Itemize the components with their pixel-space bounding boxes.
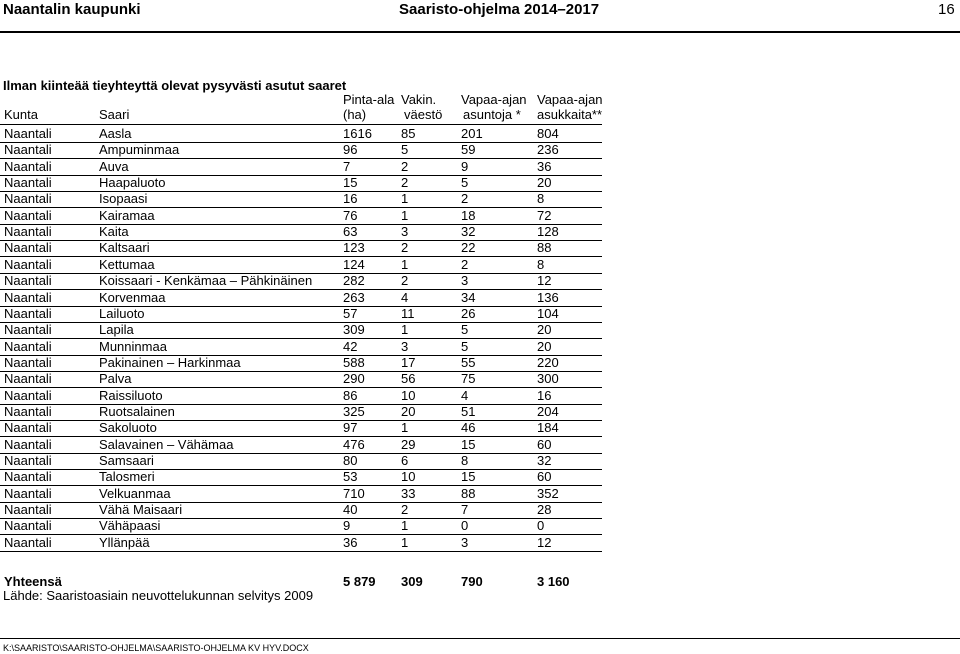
table-row	[0, 404, 960, 420]
cell-pinta-ala: 40	[343, 502, 358, 518]
col-pinta-ala-line2: (ha)	[343, 107, 367, 122]
cell-saari: Haapaluoto	[99, 175, 166, 191]
cell-vakin: 1	[401, 207, 409, 223]
cell-kunta: Naantali	[4, 518, 52, 534]
cell-vakin: 10	[401, 469, 416, 485]
cell-saari: Auva	[99, 158, 129, 174]
cell-vakin: 2	[401, 240, 409, 256]
col-vap-asuntoja-line2: asuntoja *	[463, 107, 521, 122]
table-row	[0, 486, 960, 502]
cell-vap-asuntoja: 201	[461, 126, 483, 141]
cell-vap-asuntoja: 55	[461, 354, 476, 370]
cell-kunta: Naantali	[4, 453, 52, 468]
cell-vap-asukkaita: 12	[537, 273, 552, 289]
cell-vap-asukkaita: 72	[537, 207, 552, 223]
cell-vap-asuntoja: 9	[461, 158, 469, 174]
cell-pinta-ala: 123	[343, 240, 365, 256]
footer-divider	[0, 638, 960, 639]
cell-vakin: 3	[401, 224, 409, 240]
cell-vap-asukkaita: 204	[537, 403, 559, 419]
cell-kunta: Naantali	[4, 224, 52, 240]
cell-saari: Ruotsalainen	[99, 403, 175, 419]
cell-pinta-ala: 9	[343, 518, 351, 534]
cell-saari: Aasla	[99, 126, 132, 141]
col-vap-asukkaita-line2: asukkaita**	[537, 107, 603, 122]
col-pinta-ala-line1: Pinta-ala	[343, 92, 395, 107]
cell-pinta-ala: 86	[343, 387, 358, 403]
cell-vakin: 5	[401, 142, 409, 158]
cell-vap-asuntoja: 2	[461, 191, 469, 207]
table-row	[0, 535, 960, 551]
table-row	[0, 175, 960, 191]
cell-vakin: 6	[401, 453, 409, 468]
cell-vap-asuntoja: 0	[461, 518, 469, 534]
cell-vap-asuntoja: 5	[461, 338, 469, 354]
cell-pinta-ala: 57	[343, 305, 358, 321]
header-document-title: Saaristo-ohjelma 2014–2017	[399, 1, 600, 18]
cell-vap-asukkaita: 32	[537, 453, 552, 468]
cell-vap-asuntoja: 88	[461, 485, 476, 501]
cell-vap-asuntoja: 15	[461, 469, 476, 485]
cell-vakin: 1	[401, 256, 409, 272]
cell-saari: Ampuminmaa	[99, 142, 180, 158]
cell-vakin: 1	[401, 322, 409, 338]
table-row	[0, 142, 960, 158]
cell-kunta: Naantali	[4, 371, 52, 387]
cell-saari: Munninmaa	[99, 338, 167, 354]
table-row	[0, 191, 960, 207]
table-row	[0, 290, 960, 306]
totals-vap-asukkaita: 3 160	[537, 574, 570, 589]
source-note: Lähde: Saaristoasiain neuvottelukunnan selvitys 2009	[3, 588, 314, 603]
cell-saari: Koissaari - Kenkämaa – Pähkinäinen	[99, 273, 313, 289]
cell-pinta-ala: 7	[343, 158, 351, 174]
cell-vakin: 11	[401, 305, 415, 321]
table-row	[0, 355, 960, 371]
cell-pinta-ala: 63	[343, 224, 358, 240]
totals-pinta-ala: 5 879	[343, 574, 376, 589]
header-rule	[0, 124, 602, 125]
cell-vap-asukkaita: 220	[537, 354, 559, 370]
cell-kunta: Naantali	[4, 142, 52, 158]
cell-vap-asuntoja: 46	[461, 420, 476, 436]
cell-pinta-ala: 42	[343, 338, 358, 354]
cell-vap-asuntoja: 3	[461, 273, 469, 289]
table-row	[0, 126, 960, 142]
cell-vap-asuntoja: 59	[461, 142, 476, 158]
page-header	[0, 0, 960, 34]
cell-saari: Pakinainen – Harkinmaa	[99, 354, 241, 370]
cell-saari: Sakoluoto	[99, 420, 157, 436]
cell-pinta-ala: 16	[343, 191, 358, 207]
table-row	[0, 273, 960, 289]
cell-vap-asukkaita: 8	[537, 191, 545, 207]
cell-vap-asukkaita: 88	[537, 240, 552, 256]
cell-pinta-ala: 76	[343, 207, 358, 223]
cell-vap-asukkaita: 60	[537, 469, 552, 485]
cell-pinta-ala: 15	[343, 175, 358, 191]
table-row	[0, 502, 960, 518]
cell-kunta: Naantali	[4, 207, 52, 223]
cell-kunta: Naantali	[4, 420, 52, 436]
table-row	[0, 240, 960, 256]
cell-vap-asuntoja: 15	[461, 436, 476, 452]
cell-saari: Lapila	[99, 322, 134, 338]
cell-saari: Kaita	[99, 224, 129, 240]
table-row	[0, 159, 960, 175]
cell-pinta-ala: 97	[343, 420, 358, 436]
cell-saari: Vähäpaasi	[99, 518, 161, 534]
cell-vakin: 3	[401, 338, 409, 354]
cell-vakin: 1	[401, 420, 409, 436]
cell-vap-asukkaita: 300	[537, 371, 559, 387]
table-row	[0, 322, 960, 338]
cell-saari: Salavainen – Vähämaa	[99, 436, 234, 452]
cell-saari: Kaltsaari	[99, 240, 150, 256]
cell-vakin: 10	[401, 387, 416, 403]
cell-vap-asuntoja: 26	[461, 305, 476, 321]
cell-pinta-ala: 53	[343, 469, 358, 485]
cell-pinta-ala: 1616	[343, 126, 372, 141]
cell-kunta: Naantali	[4, 403, 52, 419]
table-row	[0, 518, 960, 534]
cell-saari: Korvenmaa	[99, 289, 166, 305]
cell-pinta-ala: 96	[343, 142, 358, 158]
cell-kunta: Naantali	[4, 354, 52, 370]
cell-vap-asuntoja: 32	[461, 224, 476, 240]
cell-vap-asukkaita: 804	[537, 126, 559, 141]
cell-kunta: Naantali	[4, 305, 52, 321]
header-divider	[0, 31, 960, 33]
cell-vakin: 29	[401, 436, 416, 452]
cell-pinta-ala: 476	[343, 436, 365, 452]
cell-saari: Talosmeri	[99, 469, 155, 485]
cell-vap-asukkaita: 0	[537, 518, 545, 534]
cell-kunta: Naantali	[4, 158, 52, 174]
cell-vap-asuntoja: 34	[461, 289, 476, 305]
cell-vakin: 1	[401, 518, 409, 534]
header-organization: Naantalin kaupunki	[3, 1, 141, 18]
table-row	[0, 388, 960, 404]
cell-pinta-ala: 124	[343, 256, 365, 272]
cell-saari: Isopaasi	[99, 191, 148, 207]
cell-saari: Raissiluoto	[99, 387, 163, 403]
cell-saari: Vähä Maisaari	[99, 502, 183, 518]
cell-kunta: Naantali	[4, 191, 52, 207]
cell-kunta: Naantali	[4, 256, 52, 272]
cell-vap-asukkaita: 20	[537, 338, 552, 354]
cell-saari: Kettumaa	[99, 256, 155, 272]
cell-vakin: 56	[401, 371, 416, 387]
cell-vap-asuntoja: 8	[461, 453, 469, 468]
footer-file-path: K:\SAARISTO\SAARISTO-OHJELMA\SAARISTO-OHJELMA KV HYV.DOCX	[3, 643, 309, 653]
cell-vap-asukkaita: 36	[537, 158, 552, 174]
table-row	[0, 420, 960, 436]
table-row	[0, 339, 960, 355]
col-vakin-line2: väestö	[404, 107, 443, 122]
cell-vap-asukkaita: 12	[537, 534, 552, 550]
cell-kunta: Naantali	[4, 289, 52, 305]
cell-vakin: 85	[401, 126, 416, 141]
cell-vakin: 2	[401, 273, 409, 289]
col-vap-asuntoja-line1: Vapaa-ajan	[461, 92, 527, 107]
cell-vap-asukkaita: 20	[537, 175, 552, 191]
totals-vakin: 309	[401, 574, 423, 589]
cell-vakin: 2	[401, 502, 409, 518]
cell-vap-asuntoja: 51	[461, 403, 476, 419]
cell-vap-asukkaita: 8	[537, 256, 545, 272]
cell-vap-asuntoja: 2	[461, 256, 469, 272]
cell-saari: Velkuanmaa	[99, 485, 171, 501]
table-row	[0, 371, 960, 387]
cell-vakin: 33	[401, 485, 416, 501]
cell-pinta-ala: 309	[343, 322, 365, 338]
cell-kunta: Naantali	[4, 338, 52, 354]
cell-vap-asukkaita: 16	[537, 387, 552, 403]
table-row	[0, 257, 960, 273]
cell-pinta-ala: 263	[343, 289, 365, 305]
cell-pinta-ala: 36	[343, 534, 358, 550]
cell-saari: Lailuoto	[99, 305, 145, 321]
cell-saari: Yllänpää	[99, 534, 150, 550]
cell-vap-asuntoja: 3	[461, 534, 469, 550]
totals-vap-asuntoja: 790	[461, 574, 483, 589]
cell-vakin: 2	[401, 175, 409, 191]
cell-vap-asukkaita: 136	[537, 289, 559, 305]
table-row	[0, 208, 960, 224]
cell-kunta: Naantali	[4, 502, 52, 518]
cell-vap-asukkaita: 128	[537, 224, 559, 240]
row-rule	[0, 551, 602, 552]
cell-vap-asukkaita: 236	[537, 142, 559, 158]
totals-label: Yhteensä	[4, 574, 62, 589]
cell-kunta: Naantali	[4, 387, 52, 403]
table-row	[0, 224, 960, 240]
cell-saari: Samsaari	[99, 453, 154, 468]
cell-vap-asuntoja: 5	[461, 322, 469, 338]
cell-pinta-ala: 282	[343, 273, 365, 289]
cell-kunta: Naantali	[4, 240, 52, 256]
cell-vakin: 4	[401, 289, 409, 305]
page-number: 16	[938, 1, 955, 18]
cell-vap-asuntoja: 4	[461, 387, 469, 403]
table-title: Ilman kiinteää tieyhteyttä olevat pysyvästi asutut saaret	[3, 78, 347, 93]
cell-vakin: 1	[401, 534, 409, 550]
cell-vap-asukkaita: 20	[537, 322, 552, 338]
cell-pinta-ala: 325	[343, 403, 365, 419]
cell-pinta-ala: 588	[343, 354, 365, 370]
cell-vap-asuntoja: 22	[461, 240, 476, 256]
cell-kunta: Naantali	[4, 175, 52, 191]
cell-pinta-ala: 710	[343, 485, 365, 501]
col-vap-asukkaita-line1: Vapaa-ajan	[537, 92, 603, 107]
cell-vap-asuntoja: 7	[461, 502, 469, 518]
cell-kunta: Naantali	[4, 534, 52, 550]
col-saari: Saari	[99, 107, 130, 122]
cell-saari: Palva	[99, 371, 132, 387]
col-vakin-line1: Vakin.	[401, 92, 437, 107]
table-row	[0, 469, 960, 485]
cell-vakin: 20	[401, 403, 416, 419]
col-kunta: Kunta	[4, 107, 38, 122]
cell-vap-asuntoja: 18	[461, 207, 476, 223]
cell-vap-asuntoja: 5	[461, 175, 469, 191]
cell-vap-asukkaita: 104	[537, 305, 559, 321]
cell-kunta: Naantali	[4, 126, 52, 141]
cell-kunta: Naantali	[4, 436, 52, 452]
cell-vakin: 17	[401, 354, 416, 370]
cell-kunta: Naantali	[4, 322, 52, 338]
cell-kunta: Naantali	[4, 469, 52, 485]
cell-pinta-ala: 80	[343, 453, 358, 468]
cell-vap-asukkaita: 352	[537, 485, 559, 501]
table-row	[0, 306, 960, 322]
table-row	[0, 437, 960, 453]
cell-vap-asuntoja: 75	[461, 371, 476, 387]
cell-kunta: Naantali	[4, 485, 52, 501]
cell-vap-asukkaita: 60	[537, 436, 552, 452]
cell-vap-asukkaita: 28	[537, 502, 552, 518]
cell-vakin: 2	[401, 158, 409, 174]
table-header	[0, 92, 960, 125]
cell-kunta: Naantali	[4, 273, 52, 289]
cell-pinta-ala: 290	[343, 371, 365, 387]
table-row	[0, 453, 960, 469]
cell-saari: Kairamaa	[99, 207, 155, 223]
cell-vap-asukkaita: 184	[537, 420, 559, 436]
cell-vakin: 1	[401, 191, 409, 207]
